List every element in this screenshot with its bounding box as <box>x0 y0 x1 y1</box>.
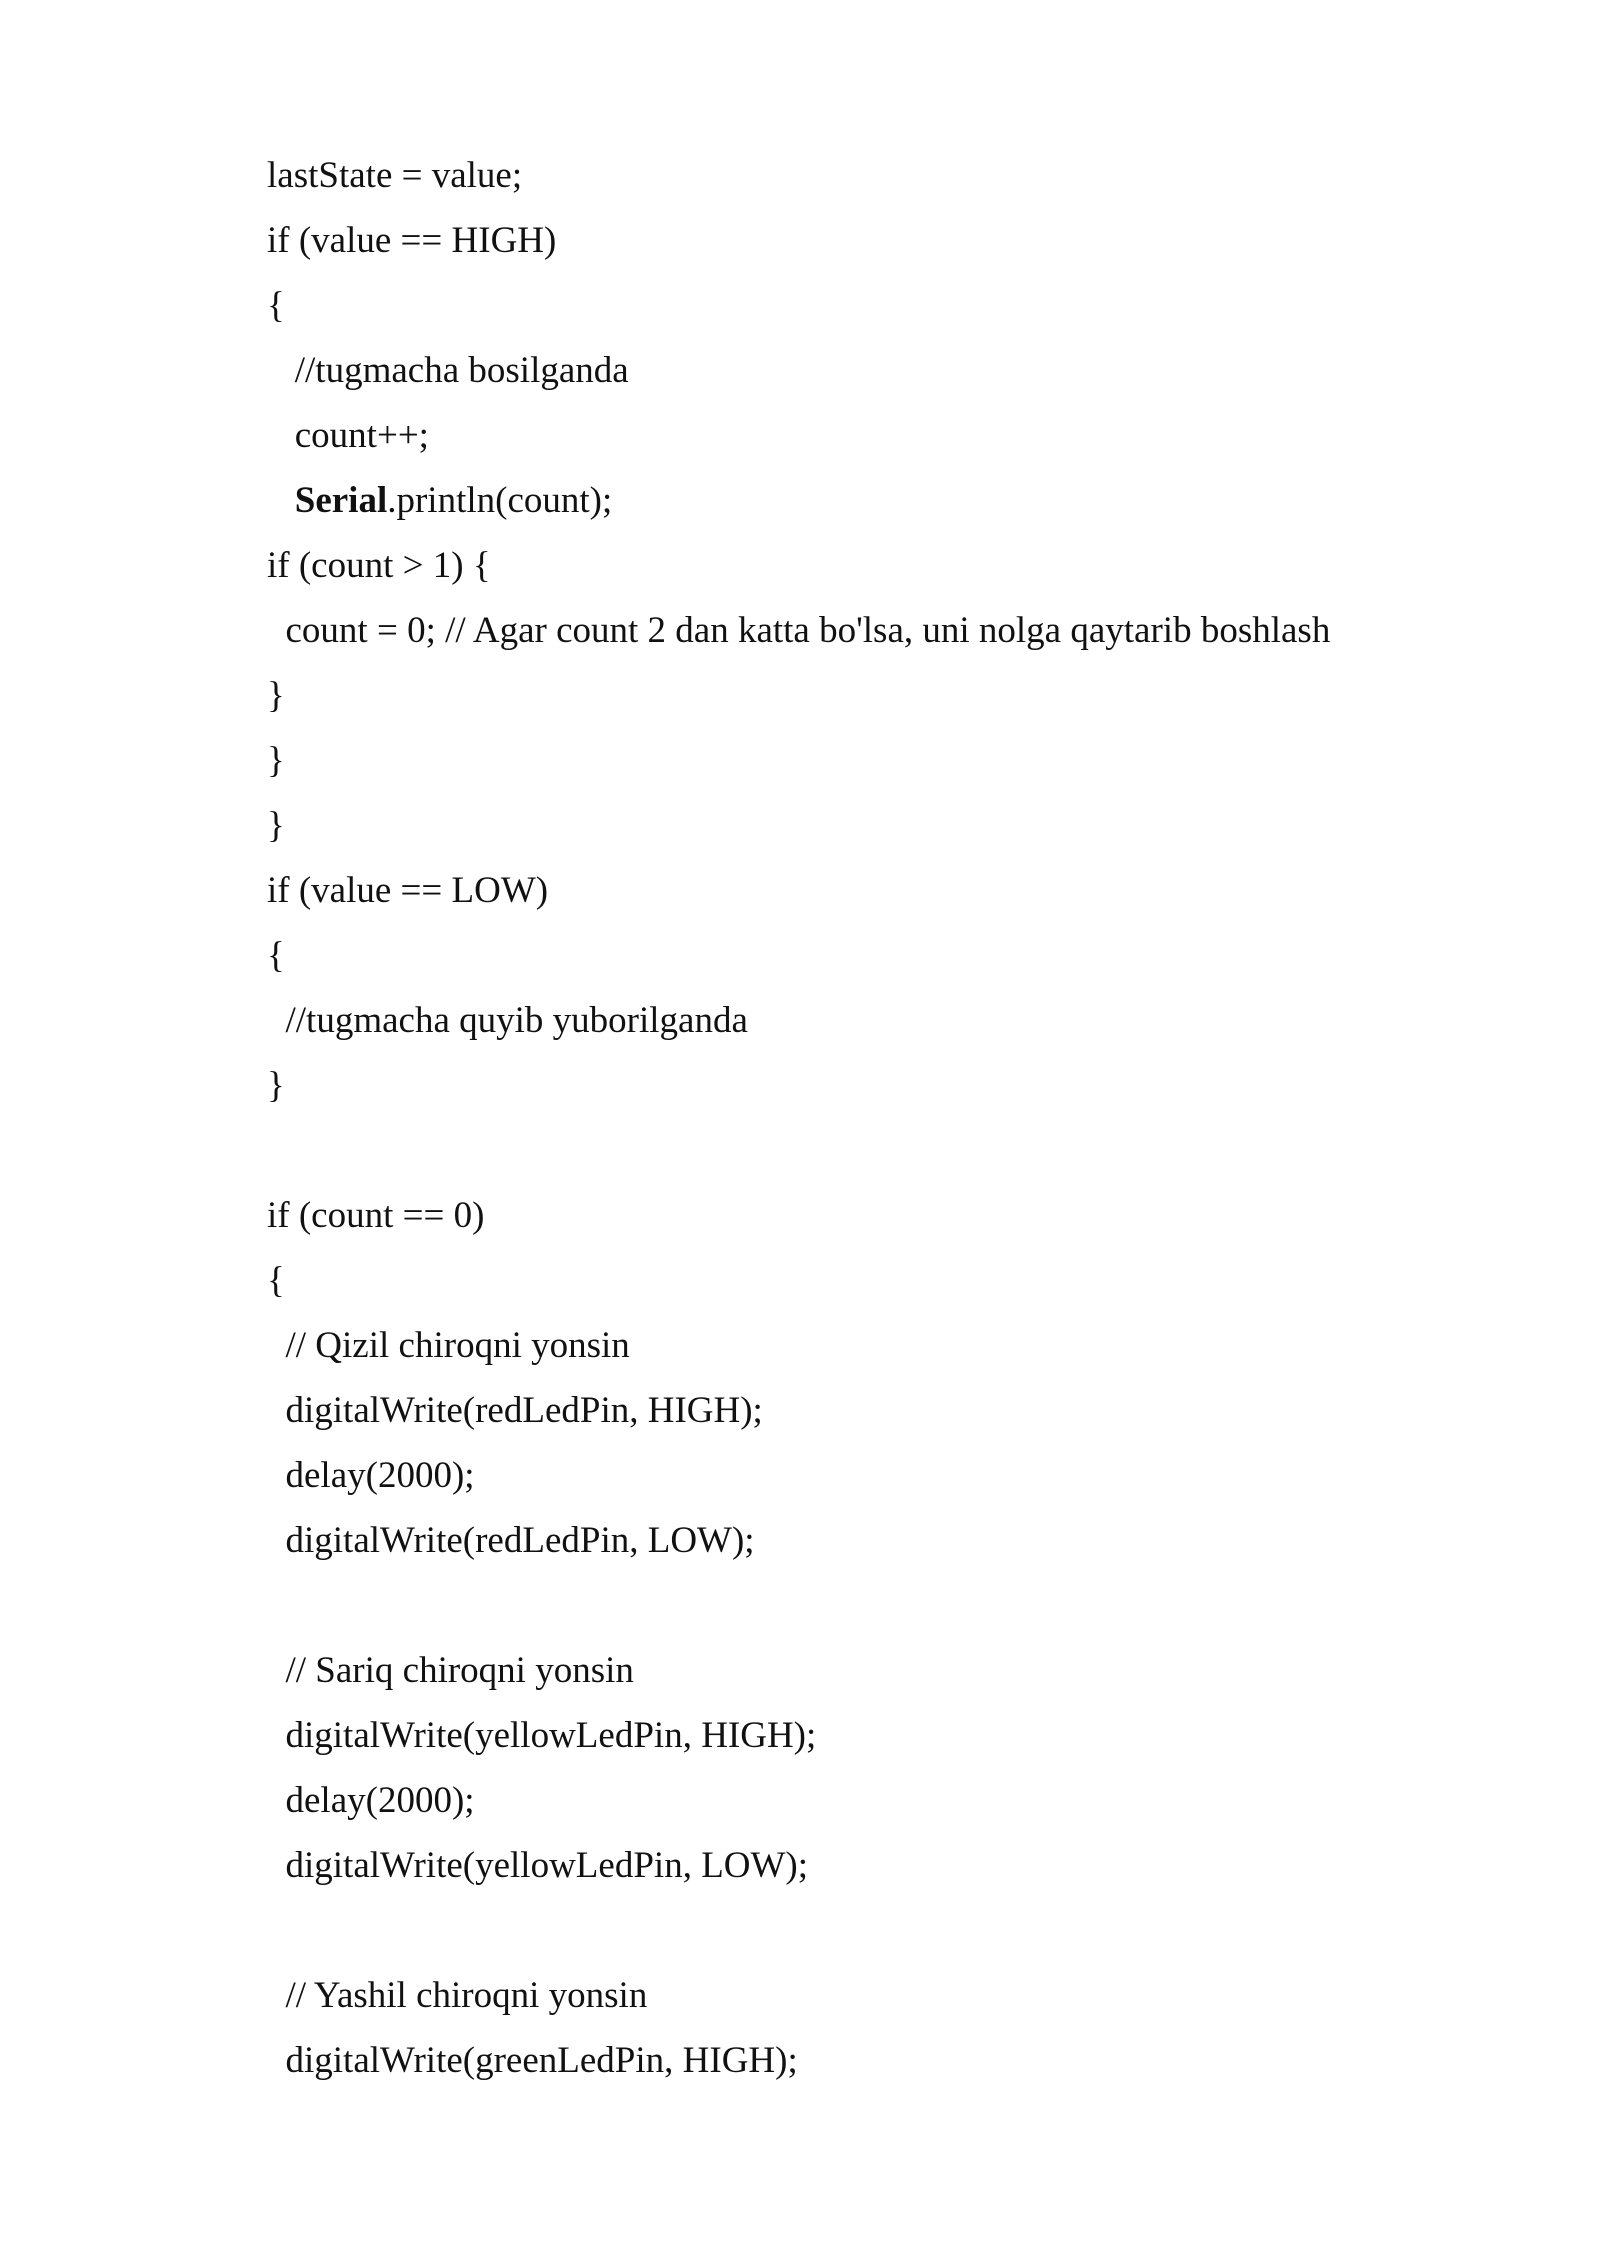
code-line <box>267 1378 1517 1443</box>
code-text: } <box>267 675 285 716</box>
code-indent <box>267 1780 286 1821</box>
code-indent <box>267 2040 286 2081</box>
code-line <box>267 1248 1517 1313</box>
code-text: { <box>267 1260 285 1301</box>
code-line <box>267 598 1517 663</box>
code-line <box>267 1508 1517 1573</box>
code-line <box>267 1833 1517 1898</box>
code-line <box>267 663 1517 728</box>
code-line <box>267 988 1517 1053</box>
code-line <box>267 1963 1517 2028</box>
code-text: } <box>267 740 285 781</box>
code-text: digitalWrite(yellowLedPin, HIGH); <box>285 1715 817 1756</box>
code-line <box>267 533 1517 598</box>
code-text: count++; <box>294 415 429 456</box>
code-indent <box>267 1000 286 1041</box>
code-text: delay(2000); <box>285 1780 475 1821</box>
code-indent <box>267 480 295 521</box>
code-line <box>267 143 1517 208</box>
code-indent <box>267 1325 286 1366</box>
code-text: // Yashil chiroqni yonsin <box>285 1975 648 2016</box>
code-text: { <box>267 935 285 976</box>
code-text: } <box>267 1065 285 1106</box>
code-text: digitalWrite(redLedPin, HIGH); <box>285 1390 763 1431</box>
code-keyword-bold: Serial <box>294 480 388 521</box>
code-line <box>267 793 1517 858</box>
code-line <box>267 338 1517 403</box>
code-text: if (value == LOW) <box>267 870 549 911</box>
code-line <box>267 1768 1517 1833</box>
code-text: } <box>267 805 285 846</box>
code-text: digitalWrite(greenLedPin, HIGH); <box>285 2040 798 2081</box>
code-line <box>267 468 1517 533</box>
code-text: digitalWrite(yellowLedPin, LOW); <box>285 1845 809 1886</box>
code-line <box>267 403 1517 468</box>
code-text: lastState = value; <box>267 155 523 196</box>
code-line <box>267 1118 1517 1183</box>
code-text: { <box>267 285 285 326</box>
code-indent <box>267 1845 286 1886</box>
code-indent <box>267 610 286 651</box>
code-line <box>267 208 1517 273</box>
code-indent <box>267 1715 286 1756</box>
code-text: //tugmacha quyib yuborilganda <box>285 1000 748 1041</box>
code-text: .println(count); <box>387 480 613 521</box>
code-text: if (count == 0) <box>267 1195 485 1236</box>
code-indent <box>267 1520 286 1561</box>
code-text: count = 0; // Agar count 2 dan katta bo'lsa, uni nolga qaytarib boshlash <box>285 610 1331 651</box>
code-indent <box>267 415 295 456</box>
code-indent <box>267 1650 286 1691</box>
code-line <box>267 728 1517 793</box>
code-line <box>267 2028 1517 2093</box>
code-line <box>267 1703 1517 1768</box>
code-listing <box>267 143 1517 2093</box>
code-line <box>267 273 1517 338</box>
code-line <box>267 858 1517 923</box>
code-line <box>267 923 1517 988</box>
code-text: if (value == HIGH) <box>267 220 557 261</box>
code-line <box>267 1638 1517 1703</box>
code-line <box>267 1898 1517 1963</box>
code-text: // Sariq chiroqni yonsin <box>285 1650 634 1691</box>
code-line <box>267 1573 1517 1638</box>
code-text: delay(2000); <box>285 1455 475 1496</box>
code-line <box>267 1313 1517 1378</box>
code-text: digitalWrite(redLedPin, LOW); <box>285 1520 755 1561</box>
code-line <box>267 1183 1517 1248</box>
code-indent <box>267 1975 286 2016</box>
code-indent <box>267 350 295 391</box>
code-line <box>267 1053 1517 1118</box>
code-text: //tugmacha bosilganda <box>294 350 629 391</box>
code-indent <box>267 1390 286 1431</box>
code-indent <box>267 1455 286 1496</box>
code-line <box>267 1443 1517 1508</box>
code-text: if (count > 1) { <box>267 545 491 586</box>
code-text: // Qizil chiroqni yonsin <box>285 1325 630 1366</box>
